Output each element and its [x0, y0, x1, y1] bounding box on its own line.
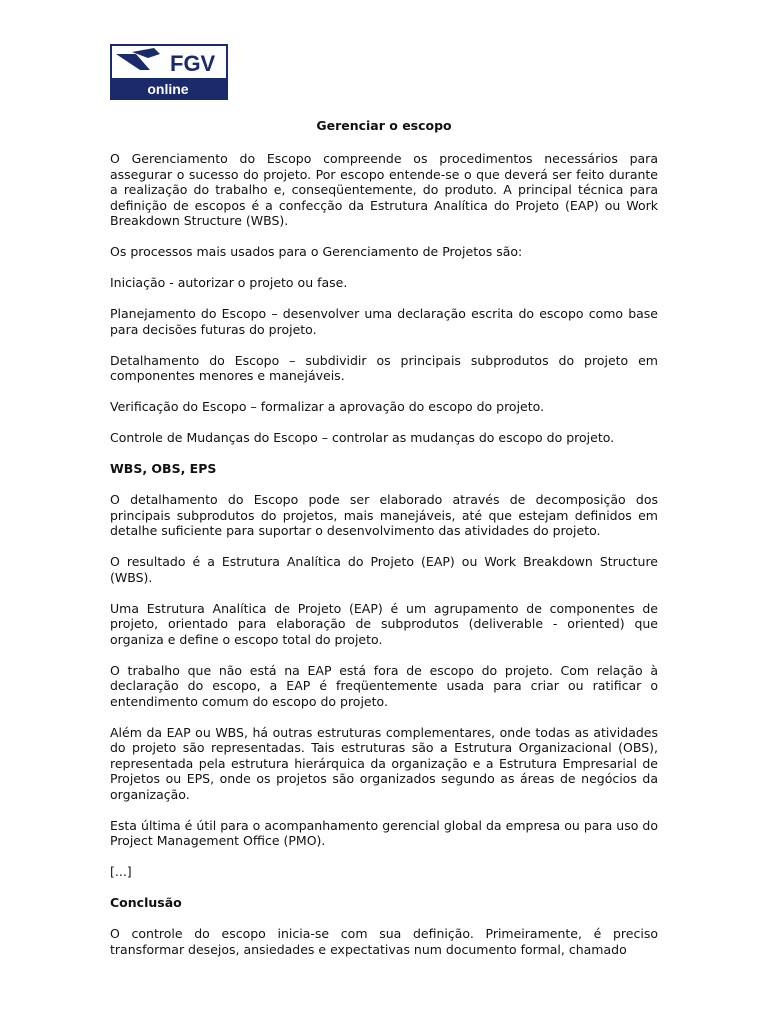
wbs-heading: WBS, OBS, EPS: [110, 461, 217, 476]
logo-brand: FGV: [170, 51, 216, 76]
logo-graphic: [110, 44, 228, 100]
process-item-planning: Planejamento do Escopo – desenvolver uma declaração escrita do escopo como base para decisões futuras do projeto.: [110, 306, 658, 337]
conclusion-heading: Conclusão: [110, 895, 182, 910]
page-title: Gerenciar o escopo: [316, 118, 452, 133]
wbs-paragraph: O trabalho que não está na EAP está fora de escopo do projeto. Com relação à declaração do escopo, a EAP é freqüentemente usada para criar ou ratificar o entendimento comum do escopo do projeto.: [110, 662, 658, 709]
wbs-paragraph: Uma Estrutura Analítica de Projeto (EAP) é um agrupamento de componentes de projeto, orientado para elaboração de subprodutos (deliverable - oriented) que organiza e define o escopo total do projeto.: [110, 600, 658, 647]
fgv-online-logo: [110, 44, 228, 100]
process-item-verification: Verificação do Escopo – formalizar a aprovação do escopo do projeto.: [110, 399, 545, 414]
wbs-paragraph: Esta última é útil para o acompanhamento gerencial global da empresa ou para uso do Project Management Office (PMO).: [110, 817, 658, 848]
wbs-paragraph: O detalhamento do Escopo pode ser elaborado através de decomposição dos principais subprodutos do projetos, mais manejáveis, até que estejam definidos em detalhe suficiente para suportar o desenvolvimento das atividades do projeto.: [110, 492, 658, 538]
process-item-initiation: Iniciação - autorizar o projeto ou fase.: [110, 275, 348, 290]
logo-sub: online: [147, 81, 189, 97]
conclusion-paragraph: O controle do escopo inicia-se com sua definição. Primeiramente, é preciso transformar desejos, ansiedades e expectativas num documento formal, chamado: [110, 926, 658, 957]
intro-paragraph: O Gerenciamento do Escopo compreende os procedimentos necessários para assegurar o sucesso do projeto. Por escopo entende-se o que deverá ser feito durante a realização do trabalho e, conseqüentemente, do produto. A principal técnica para definição de escopos é a confecção da Estrutura Analítica do Projeto (EAP) ou Work Breakdown Structure (WBS).: [110, 151, 658, 228]
process-item-detailing: Detalhamento do Escopo – subdividir os principais subprodutos do projeto em componentes menores e manejáveis.: [110, 352, 658, 383]
wbs-paragraph: Além da EAP ou WBS, há outras estruturas complementares, onde todas as atividades do projeto são representadas. Tais estruturas são a Estrutura Organizacional (OBS), representada pela estrutura hierárquica da organização e a Estrutura Empresarial de Projetos ou EPS, onde os projetos são organizados segundo as áreas de negócios da organização.: [110, 724, 658, 802]
ellipsis: [...]: [110, 864, 132, 879]
process-item-change-control: Controle de Mudanças do Escopo – controlar as mudanças do escopo do projeto.: [110, 430, 615, 445]
document-body: [110, 112, 658, 973]
wbs-paragraph: O resultado é a Estrutura Analítica do Projeto (EAP) ou Work Breakdown Structure (WBS).: [110, 554, 658, 585]
processes-intro: Os processos mais usados para o Gerenciamento de Projetos são:: [110, 244, 523, 259]
